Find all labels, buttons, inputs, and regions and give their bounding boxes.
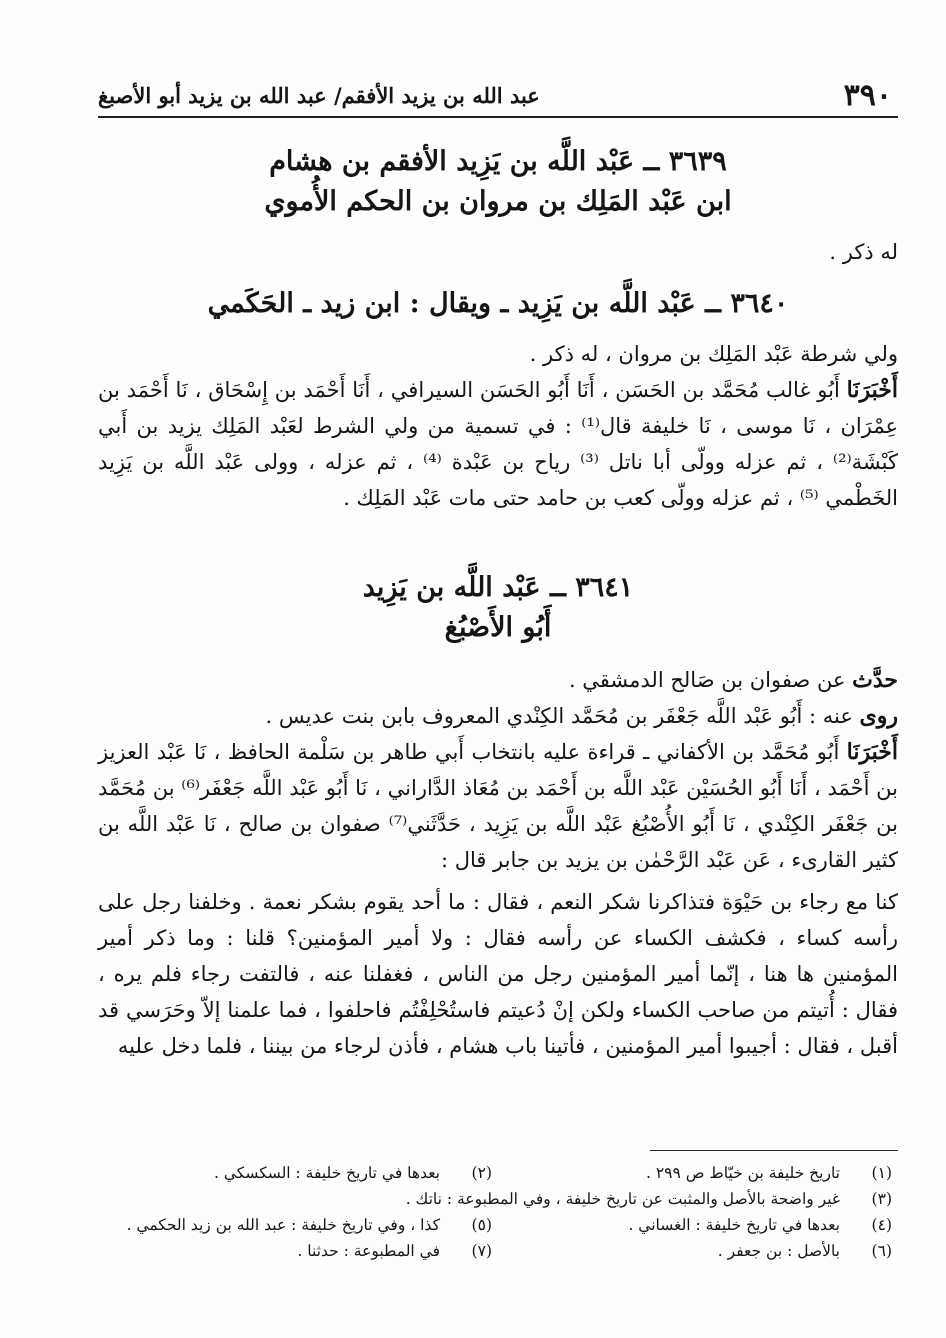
entry-3640-isnad [98,372,898,516]
footnote-text: في المطبوعة : حدثنا . [297,1242,440,1260]
entry-3640-isnad-text: أَبُو غالب مُحَمَّد بن الحَسَن ، أَنَا أَبُو الحَسَن السيرافي ، أَنَا أَحْمَد بن إِسْحَاق ، نَا أَحْمَد بن عِمْرَان ، نَا موسى ، نَا خليفة قال⁽¹⁾ : في تسمية من ولي الشرط لعَبْد المَلِك يزيد بن أَبي كَبْشَة⁽²⁾ ، ثم عزله وولّى أبا ناتل ⁽³⁾ رياح بن عَبْدة ⁽⁴⁾ ، ثم عزله ، وولى عَبْد اللَّه بن يَزِيد الخَطْمي ⁽⁵⁾ ، ثم عزله وولّى كعب بن حامد حتى مات عَبْد المَلِك . [98,378,898,510]
entry-3641-isnad-text: أَبُو مُحَمَّد بن الأكفاني ـ قراءة عليه بانتخاب أَبي طاهر بن سَلْمة الحافظ ، نَا عَبْد العزيز بن أَحْمَد ، أَنَا أَبُو الحُسَيْن عَبْد اللَّه بن أَحْمَد بن مُعَاذ الدَّاراني ، نَا أَبُو عَبْد اللَّه جَعْفَر⁽⁶⁾ بن مُحَمَّد بن جَعْفَر الكِنْدي ، نَا أَبُو الأُصْبُغ عَبْد اللَّه بن يَزِيد ، حَدَّثَني⁽⁷⁾ صفوان بن صالح ، نَا عَبْد اللَّه بن كثير القارىء ، عَن عَبْد الرَّحْمٰن بن يزيد بن جابر قال : [98,740,899,872]
entry-3639-text: له ذكر . [829,240,898,264]
entry-3639-title-line1: ٣٦٣٩ ــ عَبْد اللَّه بن يَزِيد الأفقم بن هشام [269,146,727,177]
entry-3641-narrative: كنا مع رجاء بن حَيْوَة فتذاكرنا شكر النعم ، فقال : ما أحد يقوم بشكر نعمة . وخلفنا رجل على رأسه كساء ، فكشف الكساء عن رأسه فقال : ولا أمير المؤمنين؟ قلنا : وما ذكر أمير المؤمنين ها هنا ، إنّما أمير المؤمنين رجل من الناس ، فغفلنا عنه ، فالتفت رجاء فلم يره ، فقال : أُتيتم من صاحب الكساء ولكن إنْ دُعيتم فاستُحْلِفْتُم فاحلفوا ، فما علمنا إلاّ وحَرَسي قد أقبل ، فقال : أجيبوا أمير المؤمنين ، فأتينا باب هشام ، فأذن لرجاء من بيننا ، فلما دخل عليه [98,890,898,1058]
footnote-separator [650,1150,898,1151]
footnote-text: كذا ، وفي تاريخ خليفة : عبد الله بن زيد الحكمي . [126,1216,440,1234]
footnote-text: غير واضحة بالأصل والمثبت عن تاريخ خليفة ، وفي المطبوعة : ناتك . [405,1190,840,1208]
footnote-number: (٦) [871,1242,892,1260]
entry-3639-title-line2: ابن عَبْد المَلِك بن مروان بن الحكم الأُموي [264,186,732,217]
entry-3640 [98,284,898,516]
footnote-5 [98,1212,498,1238]
footnote-row [98,1238,898,1264]
footnote-text: بعدها في تاريخ خليفة : السكسكي . [214,1164,440,1182]
entry-3641-title-line2: أَبُو الأَصْبُغ [444,612,552,643]
footnote-7 [98,1238,498,1264]
haddath-lead: حدَّث [852,667,898,693]
footnote-row [98,1186,898,1212]
footnote-6 [498,1238,898,1264]
akhbarana-lead: أَخْبَرَنَا [846,377,898,403]
footnote-text: بالأصل : بن جعفر . [717,1242,840,1260]
footnote-number: (٢) [471,1164,492,1182]
footnote-4 [498,1212,898,1238]
haddath-text: عن صفوان بن صَالح الدمشقي . [568,668,853,692]
entry-3641-title-line1: ٣٦٤١ ــ عَبْد اللَّه بن يَزِيد [362,572,634,603]
rawa-lead: روى [859,703,898,729]
page-number: ٣٩٠ [843,78,892,113]
entry-3641-haddath [98,662,898,698]
footnote-row [98,1160,898,1186]
akhbarana-lead: أَخْبَرَنَا [846,739,898,765]
footnote-2 [98,1160,498,1186]
entry-3640-text: ولي شرطة عَبْد المَلِك بن مروان ، له ذكر . [529,342,898,366]
footnote-row [98,1212,898,1238]
footnote-text: تاريخ خليفة بن خيّاط ص ٢٩٩ . [645,1164,840,1182]
entry-3641-isnad [98,734,898,878]
entry-3641-rawa [98,698,898,734]
footnote-1 [498,1160,898,1186]
page-header [98,72,898,118]
footnotes [98,1160,898,1264]
footnote-number: (١) [871,1164,892,1182]
running-title: عبد الله بن يزيد الأفقم/ عبد الله بن يزيد أبو الأصبغ [98,83,540,108]
footnote-number: (٧) [471,1242,492,1260]
footnote-number: (٥) [471,1216,492,1234]
rawa-text: عنه : أَبُو عَبْد اللَّه جَعْفَر بن مُحَمَّد الكِنْدي المعروف بابن بنت عديس . [265,704,860,728]
entry-3639 [98,142,898,270]
entry-3640-title: ٣٦٤٠ ــ عَبْد اللَّه بن يَزِيد ـ ويقال : ابن زيد ـ الحَكَمي [207,288,789,319]
footnote-3 [98,1186,898,1212]
footnote-text: بعدها في تاريخ خليفة : الغساني . [628,1216,840,1234]
footnote-number: (٣) [871,1190,892,1208]
footnote-number: (٤) [871,1216,892,1234]
entry-3641 [98,568,898,1064]
